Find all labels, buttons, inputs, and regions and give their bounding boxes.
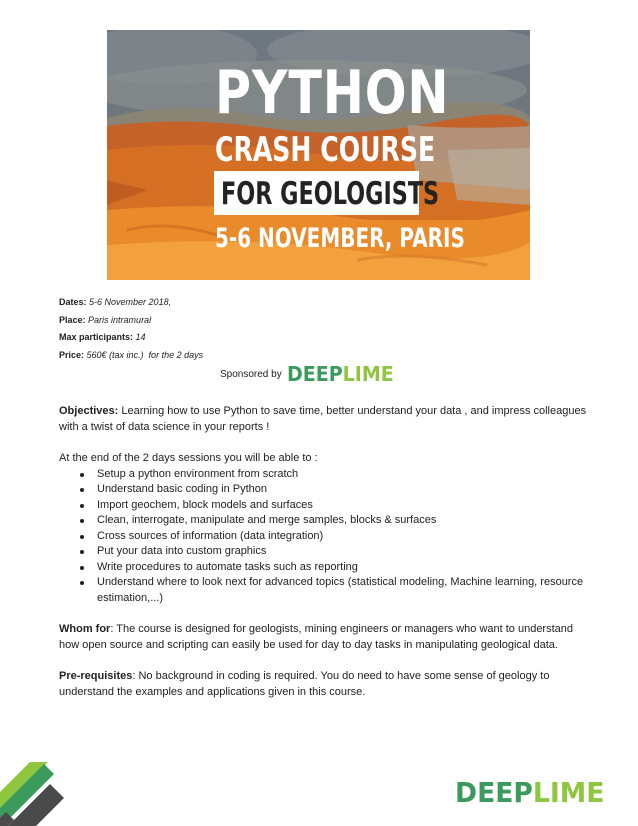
prerequisites-paragraph: [59, 669, 589, 700]
list-item: Clean, interrogate, manipulate and merge samples, blocks & surfaces: [59, 513, 589, 529]
logo-part-deep: DEEP: [286, 362, 343, 386]
list-item: Import geochem, block models and surfaces: [59, 498, 589, 514]
whom-for-text: : The course is designed for geologists, mining engineers or managers who want to understand how open source and scripting can easily be used for day to day tasks in manipulating geological data.: [59, 623, 574, 651]
banner-date-location: 5-6 NOVEMBER, PARIS: [215, 223, 465, 254]
list-item: Cross sources of information (data integration): [59, 529, 589, 545]
prerequisites-text: : No background in coding is required. You do need to have some sense of geology to understand the examples and applications given in this course.: [59, 670, 550, 698]
footer-deeplime-logo: [455, 776, 604, 809]
price-value: 560€ (tax inc.) for the 2 days: [86, 349, 204, 360]
prerequisites-label: Pre-requisites: [59, 670, 133, 682]
place-row: [59, 312, 203, 330]
list-item: Setup a python environment from scratch: [59, 467, 589, 483]
list-item: Write procedures to automate tasks such as reporting: [59, 560, 589, 576]
list-item: Put your data into custom graphics: [59, 544, 589, 560]
price-row: [59, 347, 203, 365]
corner-stripes-decoration: [0, 762, 70, 826]
footer-logo-part-deep: DEEP: [455, 776, 533, 809]
list-item: Understand basic coding in Python: [59, 482, 589, 498]
objectives-label: Objectives:: [59, 405, 119, 417]
dates-row: [59, 294, 203, 312]
course-banner-image: [107, 30, 530, 280]
banner-title-python: PYTHON: [215, 58, 450, 128]
deeplime-logo: [287, 362, 394, 386]
banner-title-crash-course: CRASH COURSE: [215, 130, 436, 170]
whom-for-paragraph: [59, 622, 589, 653]
intro-text: At the end of the 2 days sessions you will be able to :: [59, 452, 318, 464]
list-item: Understand where to look next for advanced topics (statistical modeling, Machine learning, resource estimation,...): [59, 575, 589, 606]
max-participants-value: 14: [135, 332, 146, 342]
objectives-text: Learning how to use Python to save time, better understand your data , and impress colleagues with a twist of data science in your reports !: [59, 405, 587, 433]
sponsor-line: [220, 362, 399, 386]
max-participants-row: [59, 329, 203, 347]
footer-logo-part-lime: LIME: [532, 776, 605, 809]
dates-value: 5-6 November 2018,: [89, 297, 172, 307]
learning-outcomes-list: [59, 467, 589, 607]
logo-part-lime: LIME: [342, 362, 394, 386]
dates-label: Dates:: [59, 297, 87, 307]
banner-title-for-geologists: FOR GEOLOGISTS: [221, 176, 440, 212]
course-info: [59, 294, 203, 364]
place-value: Paris intramural: [88, 314, 152, 325]
whom-for-label: Whom for: [59, 623, 111, 635]
place-label: Place:: [59, 314, 86, 325]
max-participants-label: Max participants:: [59, 332, 134, 342]
course-description: [59, 404, 589, 700]
price-label: Price:: [59, 349, 85, 360]
sponsor-text: Sponsored by: [220, 368, 282, 380]
objectives-paragraph: [59, 404, 589, 435]
